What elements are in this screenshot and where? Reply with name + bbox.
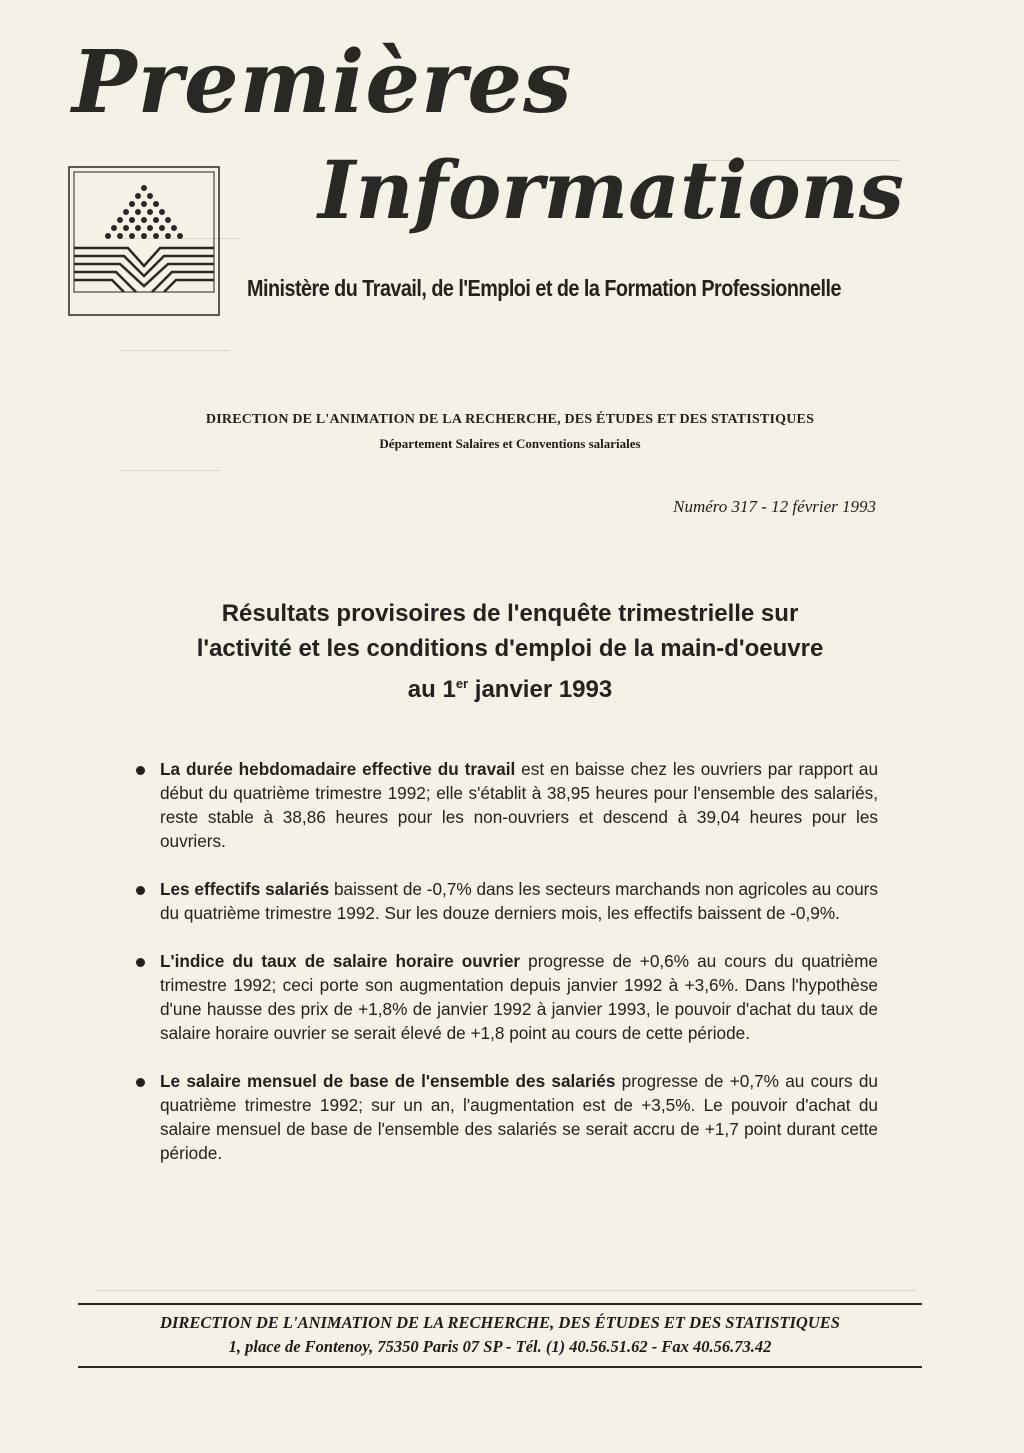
headline-line1: Résultats provisoires de l'enquête trimestrielle sur [221,600,799,627]
masthead-title-line1: Premières [72,32,573,133]
headline-line2: l'activité et les conditions d'emploi de la main-d'oeuvre [196,635,824,662]
bullet-text: progresse de +0,7% au cours du quatrième trimestre 1992; sur un an, l'augmentation est de +3,5%. Le pouvoir d'achat du salaire mensuel de base de l'ensemble des salariés se serait accru de +1,7 point durant cette période. [160,1071,878,1163]
headline-line3-prefix: au 1 [407,676,456,703]
list-item [132,1069,878,1165]
bullet-text: progresse de +0,6% au cours du quatrième trimestre 1992; ceci porte son augmentation depuis janvier 1992 à +3,6%. Dans l'hypothèse d'une hausse des prix de +1,8% de janvier 1992 à janvier 1993, le pouvoir d'achat du taux de salaire horaire ouvrier se serait élevé de +1,8 point au cours de cette période. [160,951,878,1043]
department-subheading: Département Salaires et Conventions salariales [379,436,641,451]
issue-number-date: Numéro 317 - 12 février 1993 [673,497,876,516]
show-through-line [120,470,220,471]
headline-line3-superscript: er [455,676,469,691]
ministry-logo-icon [68,166,220,316]
bullet-lead: Le salaire mensuel de base de l'ensemble des salariés [160,1071,616,1091]
direction-heading: DIRECTION DE L'ANIMATION DE LA RECHERCHE, DES ÉTUDES ET DES STATISTIQUES [205,412,815,427]
bullet-dot-icon [136,766,145,775]
show-through-line [120,350,230,351]
bullet-lead: Les effectifs salariés [160,879,330,899]
footer-divider-top [78,1303,922,1305]
masthead-title-line2: Informations [318,143,904,237]
footer-divider-bottom [78,1366,922,1368]
key-findings-list [132,757,878,1189]
bullet-dot-icon [136,886,145,895]
headline-line3-suffix: janvier 1993 [468,676,613,703]
bullet-text: est en baisse chez les ouvriers par rapport au début du quatrième trimestre 1992; elle s'établit à 38,95 heures pour l'ensemble des salariés, reste stable à 38,86 heures pour les non-ouvriers et descend à 39,04 heures pour les ouvriers. [160,759,878,851]
bullet-text: baissent de -0,7% dans les secteurs marchands non agricoles au cours du quatrième trimestre 1992. Sur les douze derniers mois, les effectifs baissent de -0,9%. [160,879,878,923]
headline [130,596,890,707]
list-item [132,877,878,925]
footer-address: 1, place de Fontenoy, 75350 Paris 07 SP - Tél. (1) 40.56.51.62 - Fax 40.56.73.42 [228,1337,772,1356]
bullet-lead: La durée hebdomadaire effective du travail [160,759,516,779]
list-item [132,757,878,853]
bullet-lead: L'indice du taux de salaire horaire ouvrier [160,951,521,971]
bullet-dot-icon [136,958,145,967]
ministry-name: Ministère du Travail, de l'Emploi et de la Formation Professionnelle [247,275,841,301]
list-item [132,949,878,1045]
footer-organization: DIRECTION DE L'ANIMATION DE LA RECHERCHE, DES ÉTUDES ET DES STATISTIQUES [160,1313,840,1332]
bullet-dot-icon [136,1078,145,1087]
show-through-line [96,1290,916,1291]
